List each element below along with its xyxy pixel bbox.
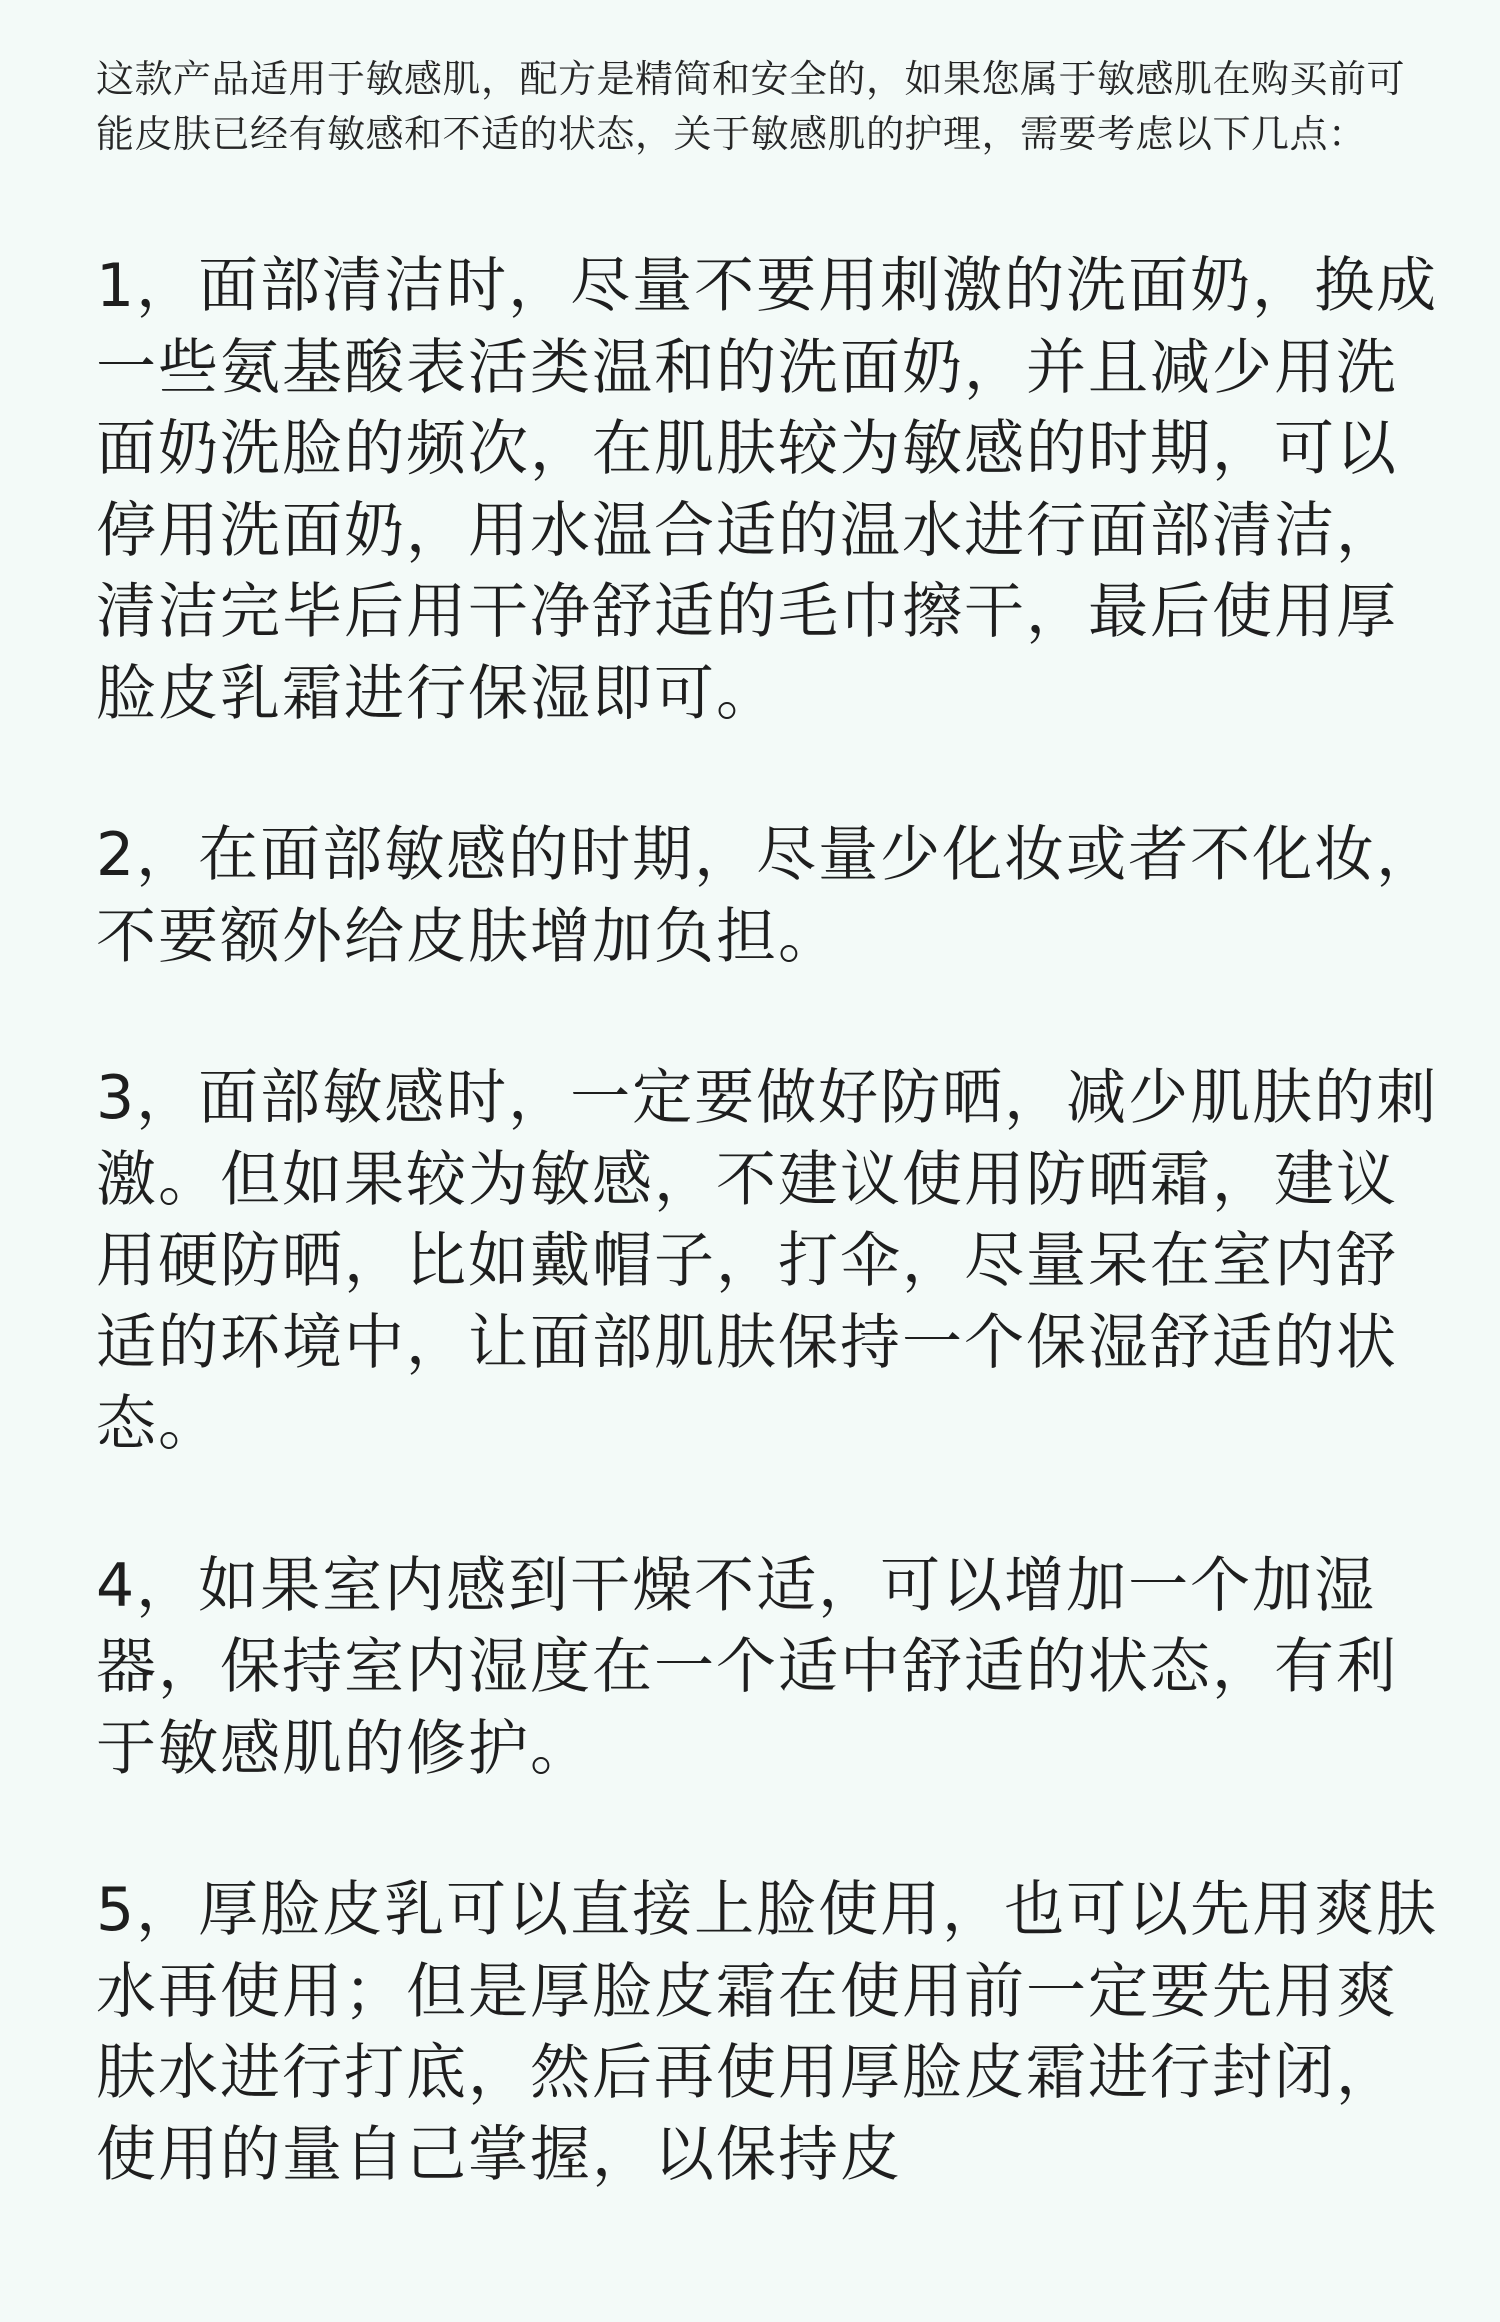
intro-paragraph: 这款产品适用于敏感肌，配方是精简和安全的，如果您属于敏感肌在购买前可能皮肤已经有敏感和不适的状态，关于敏感肌的护理，需要考虑以下几点：	[96, 57, 1406, 156]
tip-paragraph-2: 2，在面部敏感的时期，尽量少化妆或者不化妆，不要额外给皮肤增加负担。	[96, 820, 1439, 972]
tip-paragraph-4: 4，如果室内感到干燥不适，可以增加一个加湿器，保持室内湿度在一个适中舒适的状态，有利于敏感肌的修护。	[96, 1550, 1398, 1784]
tip-paragraph-3: 3，面部敏感时，一定要做好防晒，减少肌肤的刺激。但如果较为敏感，不建议使用防晒霜，建议用硬防晒，比如戴帽子，打伞，尽量呆在室内舒适的环境中，让面部肌肤保持一个保湿舒适的状态。	[96, 1063, 1439, 1459]
tip-paragraph-5: 5，厚脸皮乳可以直接上脸使用，也可以先用爽肤水再使用；但是厚脸皮霜在使用前一定要先用爽肤水进行打底，然后再使用厚脸皮霜进行封闭，使用的量自己掌握，以保持皮	[96, 1875, 1439, 2190]
tip-paragraph-1: 1，面部清洁时，尽量不要用刺激的洗面奶，换成一些氨基酸表活类温和的洗面奶，并且减少用洗面奶洗脸的频次，在肌肤较为敏感的时期，可以停用洗面奶，用水温合适的温水进行面部清洁，清洁完毕后用干净舒适的毛巾擦干，最后使用厚脸皮乳霜进行保湿即可。	[96, 251, 1439, 729]
